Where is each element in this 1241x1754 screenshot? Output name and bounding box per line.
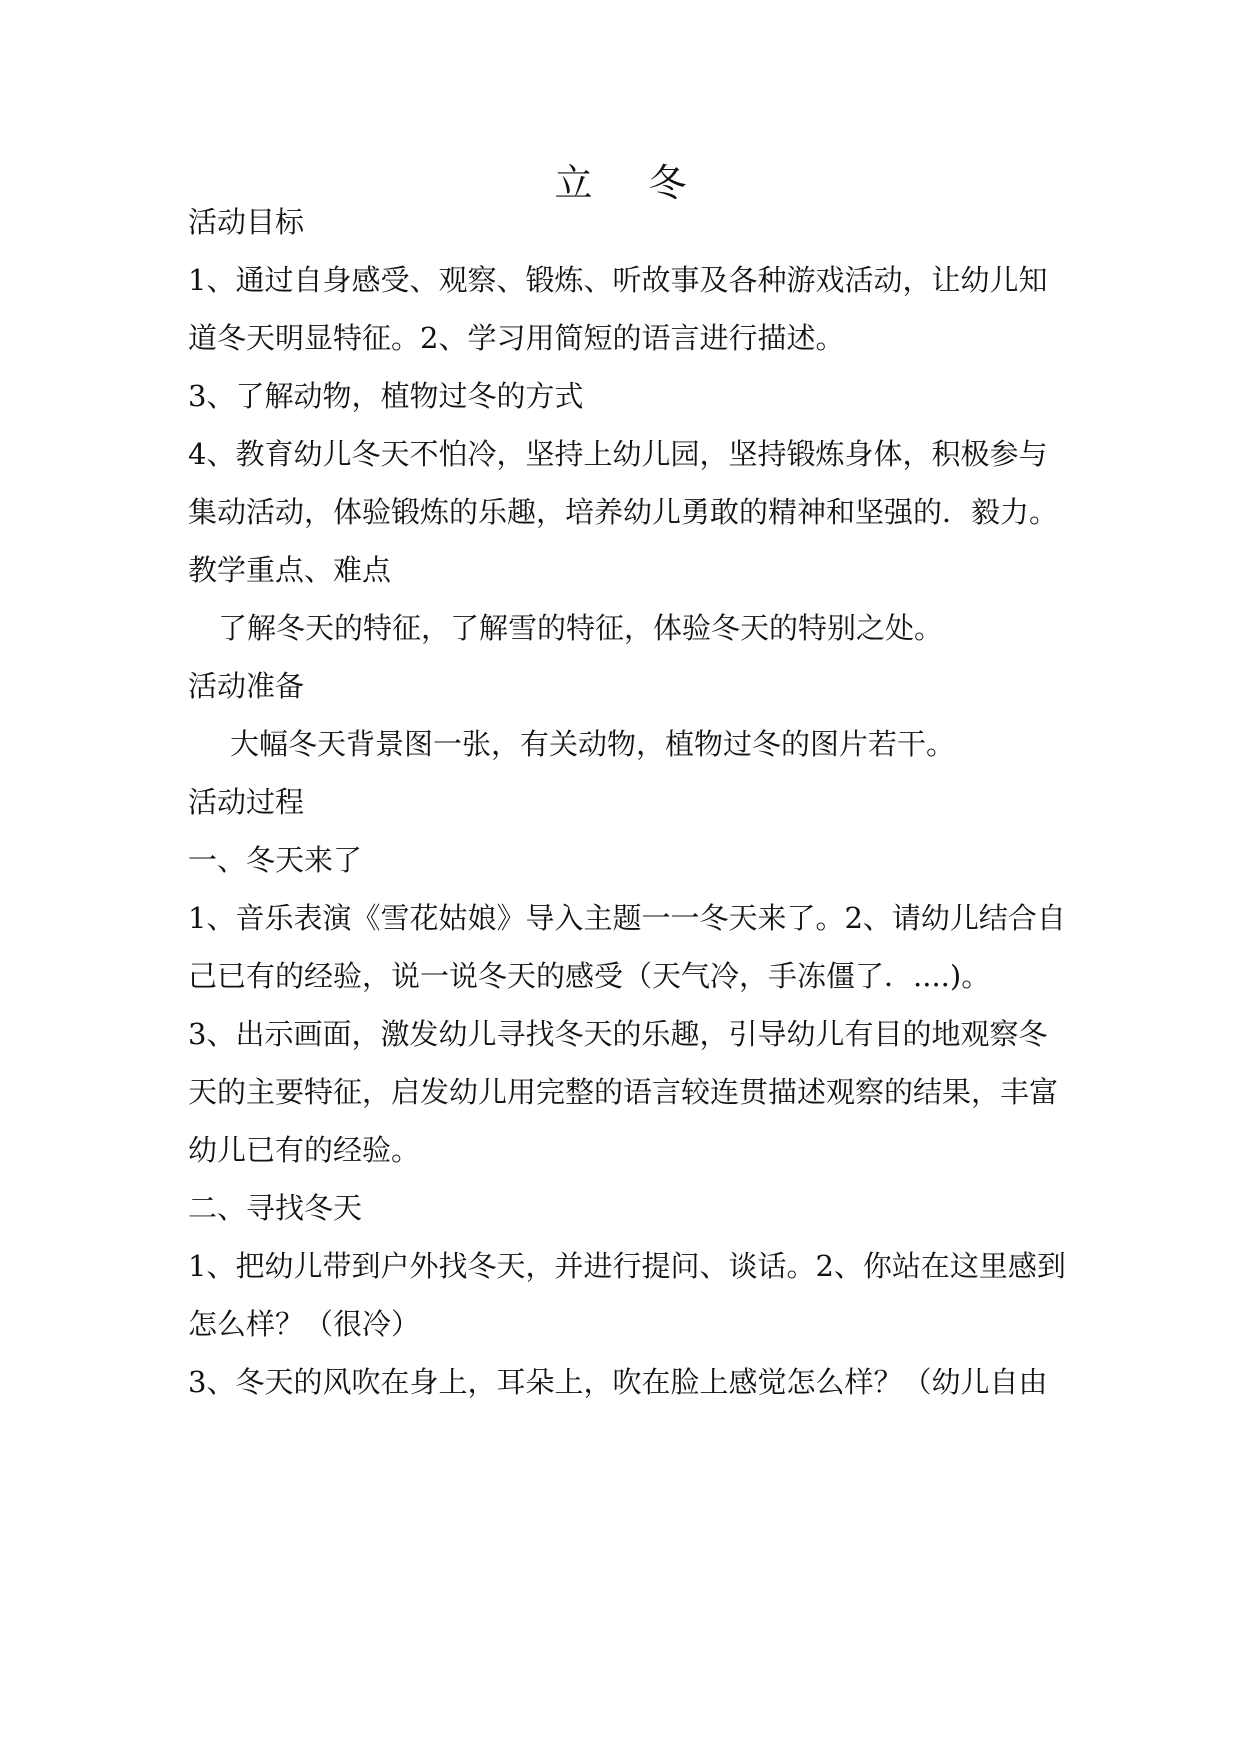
paragraph-line: 怎么样？（很冷）	[188, 1307, 421, 1341]
section-heading-key-points: 教学重点、难点	[188, 553, 392, 587]
subsection-heading: 一、冬天来了	[188, 843, 363, 877]
paragraph-line: 道冬天明显特征。2、学习用简短的语言进行描述。	[188, 321, 845, 355]
section-heading-process: 活动过程	[188, 785, 305, 819]
paragraph-line: 幼儿已有的经验。	[188, 1133, 421, 1167]
paragraph-line: 大幅冬天背景图一张，有关动物，植物过冬的图片若干。	[230, 727, 956, 761]
paragraph-line: 3、了解动物，植物过冬的方式	[188, 379, 584, 413]
paragraph-line: 己已有的经验，说一说冬天的感受（天气冷，手冻僵了．....)。	[188, 959, 991, 993]
paragraph-line: 集动活动，体验锻炼的乐趣，培养幼儿勇敢的精神和坚强的．毅力。	[188, 495, 1059, 529]
paragraph-line: 4、教育幼儿冬天不怕冷，坚持上幼儿园，坚持锻炼身体，积极参与	[188, 437, 1048, 471]
paragraph-line: 3、出示画面，激发幼儿寻找冬天的乐趣，引导幼儿有目的地观察冬	[188, 1017, 1048, 1051]
paragraph-line: 1、音乐表演《雪花姑娘》导入主题一一冬天来了。2、请幼儿结合自	[188, 901, 1066, 935]
paragraph-line: 3、冬天的风吹在身上，耳朵上，吹在脸上感觉怎么样？（幼儿自由	[188, 1365, 1048, 1399]
paragraph-line: 1、通过自身感受、观察、锻炼、听故事及各种游戏活动，让幼儿知	[188, 263, 1048, 297]
section-heading-preparation: 活动准备	[188, 669, 305, 703]
paragraph-line: 了解冬天的特征，了解雪的特征，体验冬天的特别之处。	[218, 611, 944, 645]
section-heading-goals: 活动目标	[188, 205, 305, 239]
document-title: 立 冬	[554, 161, 709, 205]
paragraph-line: 天的主要特征，启发幼儿用完整的语言较连贯描述观察的结果，丰富	[188, 1075, 1059, 1109]
paragraph-line: 1、把幼儿带到户外找冬天，并进行提问、谈话。2、你站在这里感到	[188, 1249, 1066, 1283]
subsection-heading: 二、寻找冬天	[188, 1191, 363, 1225]
